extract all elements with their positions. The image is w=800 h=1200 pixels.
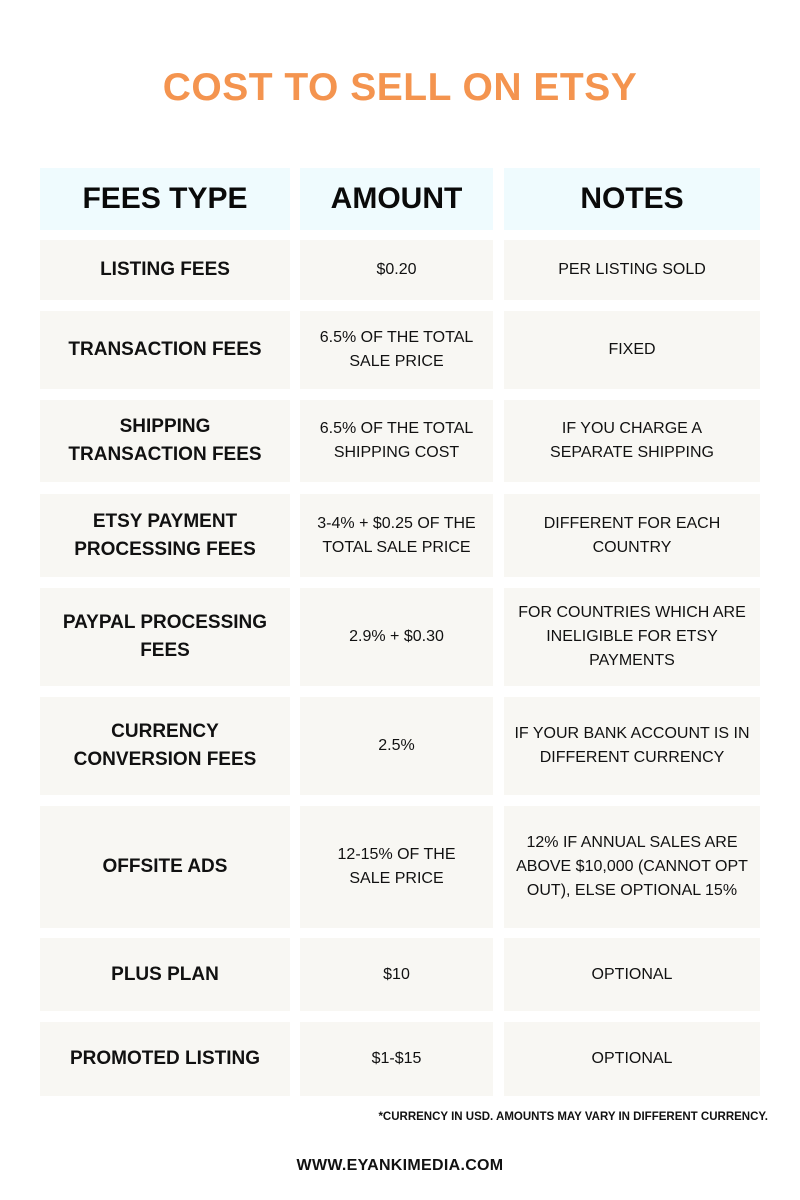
row-amount: $1-$15: [300, 1022, 493, 1096]
row-notes: 12% IF ANNUAL SALES ARE ABOVE $10,000 (CANNOT OPT OUT), ELSE OPTIONAL 15%: [504, 806, 760, 928]
row-fee-type: PROMOTED LISTING: [40, 1022, 290, 1096]
row-notes: OPTIONAL: [504, 938, 760, 1011]
row-notes: OPTIONAL: [504, 1022, 760, 1096]
row-amount: 3-4% + $0.25 OF THE TOTAL SALE PRICE: [300, 494, 493, 577]
row-fee-type: TRANSACTION FEES: [40, 311, 290, 389]
row-fee-type: PAYPAL PROCESSING FEES: [40, 588, 290, 686]
row-amount: 2.9% + $0.30: [300, 588, 493, 686]
row-fee-type: PLUS PLAN: [40, 938, 290, 1011]
website-link[interactable]: WWW.EYANKIMEDIA.COM: [296, 1157, 504, 1174]
currency-footnote: *CURRENCY IN USD. AMOUNTS MAY VARY IN DIFFERENT CURRENCY.: [378, 1111, 768, 1123]
row-fee-type: LISTING FEES: [40, 240, 290, 300]
row-notes: PER LISTING SOLD: [504, 240, 760, 300]
row-fee-type: OFFSITE ADS: [40, 806, 290, 928]
row-amount: $10: [300, 938, 493, 1011]
header-amount: AMOUNT: [300, 168, 493, 230]
page-title: COST TO SELL ON ETSY: [162, 66, 638, 109]
row-notes: IF YOU CHARGE A SEPARATE SHIPPING: [504, 400, 760, 482]
row-notes: IF YOUR BANK ACCOUNT IS IN DIFFERENT CURRENCY: [504, 697, 760, 795]
row-amount: 6.5% OF THE TOTAL SHIPPING COST: [300, 400, 493, 482]
header-notes: NOTES: [504, 168, 760, 230]
row-fee-type: CURRENCY CONVERSION FEES: [40, 697, 290, 795]
row-fee-type: SHIPPING TRANSACTION FEES: [40, 400, 290, 482]
row-amount: 2.5%: [300, 697, 493, 795]
row-amount: 12-15% OF THE SALE PRICE: [300, 806, 493, 928]
row-notes: FOR COUNTRIES WHICH ARE INELIGIBLE FOR ETSY PAYMENTS: [504, 588, 760, 686]
row-amount: $0.20: [300, 240, 493, 300]
row-notes: DIFFERENT FOR EACH COUNTRY: [504, 494, 760, 577]
row-amount: 6.5% OF THE TOTAL SALE PRICE: [300, 311, 493, 389]
row-notes: FIXED: [504, 311, 760, 389]
row-fee-type: ETSY PAYMENT PROCESSING FEES: [40, 494, 290, 577]
header-fees-type: FEES TYPE: [40, 168, 290, 230]
